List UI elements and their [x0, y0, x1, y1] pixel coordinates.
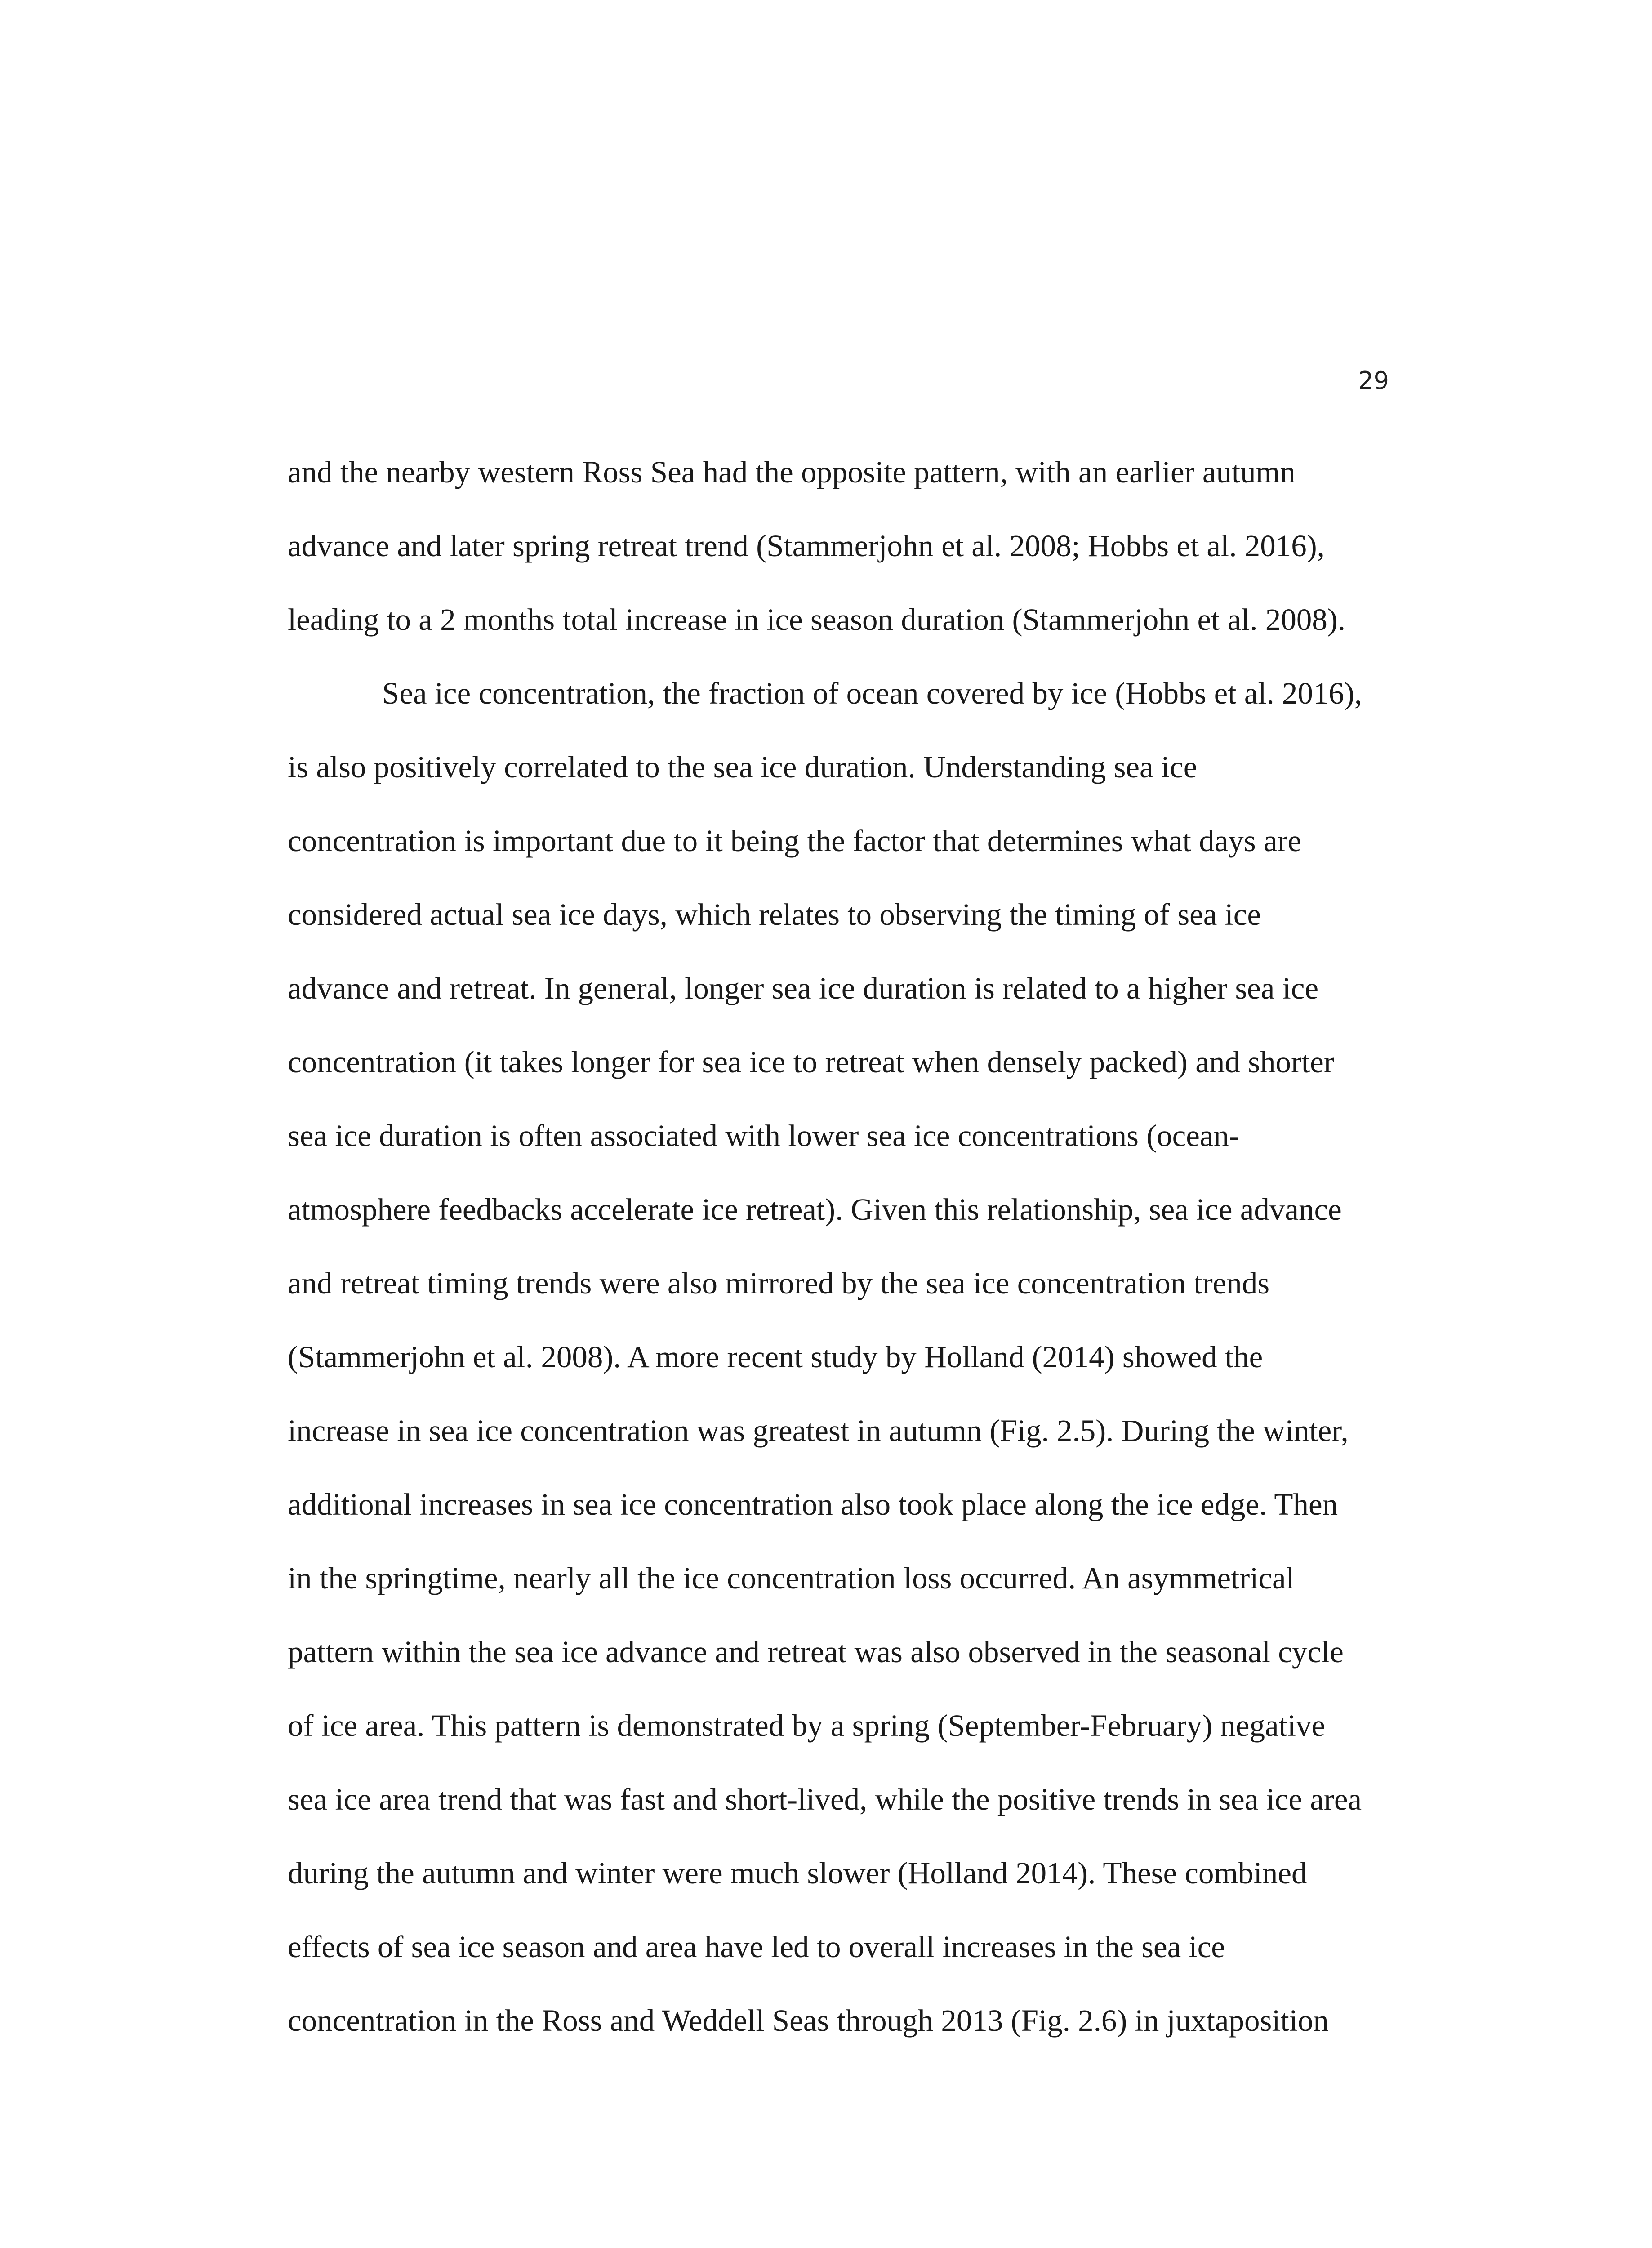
text-line: sea ice duration is often associated with lower sea ice concentrations (ocean-: [288, 1119, 1240, 1153]
text-line: and the nearby western Ross Sea had the opposite pattern, with an earlier autumn: [288, 455, 1296, 489]
text-line: advance and later spring retreat trend (Stammerjohn et al. 2008; Hobbs et al. 2016),: [288, 529, 1325, 563]
text-line: pattern within the sea ice advance and retreat was also observed in the seasonal cycle: [288, 1635, 1344, 1669]
text-line: during the autumn and winter were much slower (Holland 2014). These combined: [288, 1856, 1307, 1890]
text-line: concentration (it takes longer for sea ice to retreat when densely packed) and shorter: [288, 1045, 1334, 1079]
page-number: 29: [1358, 366, 1389, 395]
paragraph-start-line: Sea ice concentration, the fraction of ocean covered by ice (Hobbs et al. 2016),: [382, 676, 1363, 710]
text-line: considered actual sea ice days, which relates to observing the timing of sea ice: [288, 897, 1261, 932]
text-line: and retreat timing trends were also mirrored by the sea ice concentration trends: [288, 1266, 1270, 1300]
text-line: sea ice area trend that was fast and short-lived, while the positive trends in sea ice area: [288, 1782, 1362, 1816]
text-line: concentration in the Ross and Weddell Seas through 2013 (Fig. 2.6) in juxtaposition: [288, 2003, 1329, 2038]
text-line: increase in sea ice concentration was greatest in autumn (Fig. 2.5). During the winter,: [288, 1414, 1349, 1448]
text-line: leading to a 2 months total increase in ice season duration (Stammerjohn et al. 2008).: [288, 602, 1346, 637]
text-line: (Stammerjohn et al. 2008). A more recent study by Holland (2014) showed the: [288, 1340, 1263, 1374]
text-line: effects of sea ice season and area have led to overall increases in the sea ice: [288, 1930, 1225, 1964]
text-line: advance and retreat. In general, longer sea ice duration is related to a higher sea ice: [288, 971, 1319, 1005]
text-line: concentration is important due to it being the factor that determines what days are: [288, 824, 1302, 858]
text-line: atmosphere feedbacks accelerate ice retreat). Given this relationship, sea ice advance: [288, 1192, 1342, 1227]
text-line: of ice area. This pattern is demonstrated by a spring (September-February) negative: [288, 1708, 1326, 1743]
body-text: [288, 435, 1387, 2057]
text-line: additional increases in sea ice concentration also took place along the ice edge. Then: [288, 1487, 1338, 1521]
text-line: in the springtime, nearly all the ice concentration loss occurred. An asymmetrical: [288, 1561, 1295, 1595]
text-line: is also positively correlated to the sea ice duration. Understanding sea ice: [288, 750, 1198, 784]
